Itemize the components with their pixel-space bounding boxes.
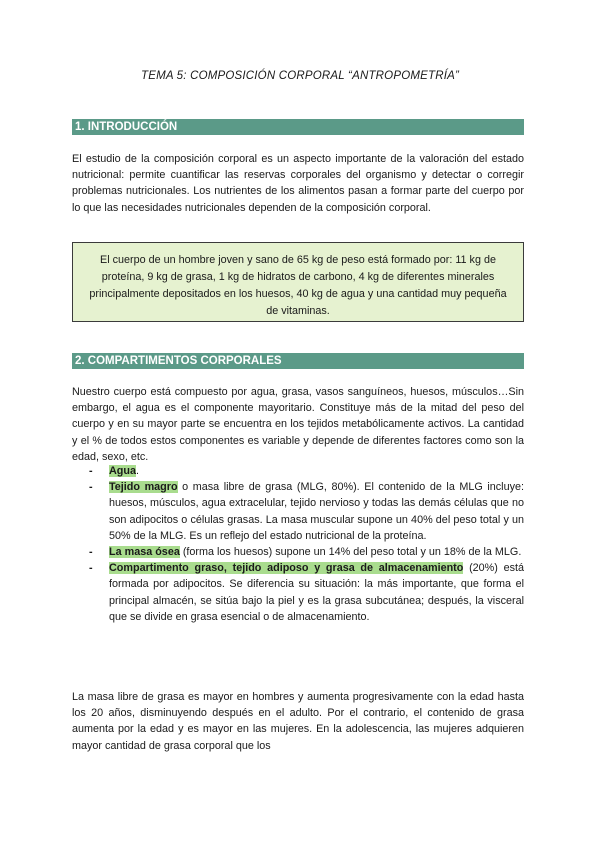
highlighted-term: Agua	[109, 465, 136, 477]
section-heading-compartimentos: 2. COMPARTIMENTOS CORPORALES	[72, 353, 524, 369]
bullet-dash: -	[89, 562, 93, 575]
highlighted-term: Tejido magro	[109, 481, 178, 494]
list-item-agua	[72, 463, 524, 479]
page-title: TEMA 5: COMPOSICIÓN CORPORAL “ANTROPOMETRÍA”	[140, 70, 460, 82]
intro-paragraph: El estudio de la composición corporal es un aspecto importante de la valoración del estado nutricional: permite cuantificar las reservas corporales del organismo y detectar o corregir problemas nutricionales. Los nutrientes de los alimentos pasan a formar parte del cuerpo por lo que las necesidades nutricionales dependen de la composición corporal.	[72, 153, 524, 214]
highlighted-term: Compartimento graso, tejido adiposo y grasa de almacenamiento	[109, 562, 464, 575]
body-composition-callout: El cuerpo de un hombre joven y sano de 65 kg de peso está formado por: 11 kg de proteína, 9 kg de grasa, 1 kg de hidratos de carbono, 4 kg de diferentes minerales principalmente depositados en los huesos, 40 kg de agua y una cantidad muy pequeña de vitaminas.	[72, 242, 524, 322]
bullet-dash: -	[89, 465, 93, 477]
list-item-text: (forma los huesos) supone un 14% del peso total y un 18% de la MLG.	[179, 546, 522, 559]
list-item-tejido-magro	[72, 479, 524, 544]
list-item-masa-osea	[72, 544, 524, 560]
bullet-dash: -	[89, 481, 93, 494]
list-item-text: o masa libre de grasa (MLG, 80%). El contenido de la MLG incluye: huesos, músculos, agua extracelular, tejido nervioso y todas las demás células que no son adipocitos o células grasas. La masa muscular supone un 40% del peso total y un 50% de la MLG. Es un reflejo del estado nutricional de la proteína.	[109, 481, 524, 542]
closing-paragraph: La masa libre de grasa es mayor en hombres y aumenta progresivamente con la edad hasta los 20 años, disminuyendo después en el adulto. Por el contrario, el contenido de grasa aumenta por la edad y es mayor en las mujeres. En la adolescencia, las mujeres adquieren mayor cantidad de grasa corporal que los	[72, 691, 524, 752]
compartments-paragraph: Nuestro cuerpo está compuesto por agua, grasa, vasos sanguíneos, huesos, músculos…Sin embargo, el agua es el componente mayoritario. Constituye más de la mitad del peso del cuerpo y en su mayor parte se encuentra en los tejidos metabólicamente activos. La cantidad y el % de todos estos componentes es variable y depende de diferentes factores como son la edad, sexo, etc.	[72, 386, 524, 463]
bullet-dash: -	[89, 546, 93, 559]
list-item-text: .	[136, 465, 139, 477]
compartments-list	[72, 463, 524, 625]
list-item-compartimento-graso	[72, 560, 524, 625]
section-heading-introduccion: 1. INTRODUCCIÓN	[72, 119, 524, 135]
highlighted-term: La masa ósea	[109, 546, 180, 559]
list-item-text: (20%) está formada por adipocitos. Se diferencia su situación: la más importante, que forma el principal almacén, se sitúa bajo la piel y es la grasa subcutánea; después, la visceral que se divide en grasa esencial o de almacenamiento.	[109, 562, 524, 623]
